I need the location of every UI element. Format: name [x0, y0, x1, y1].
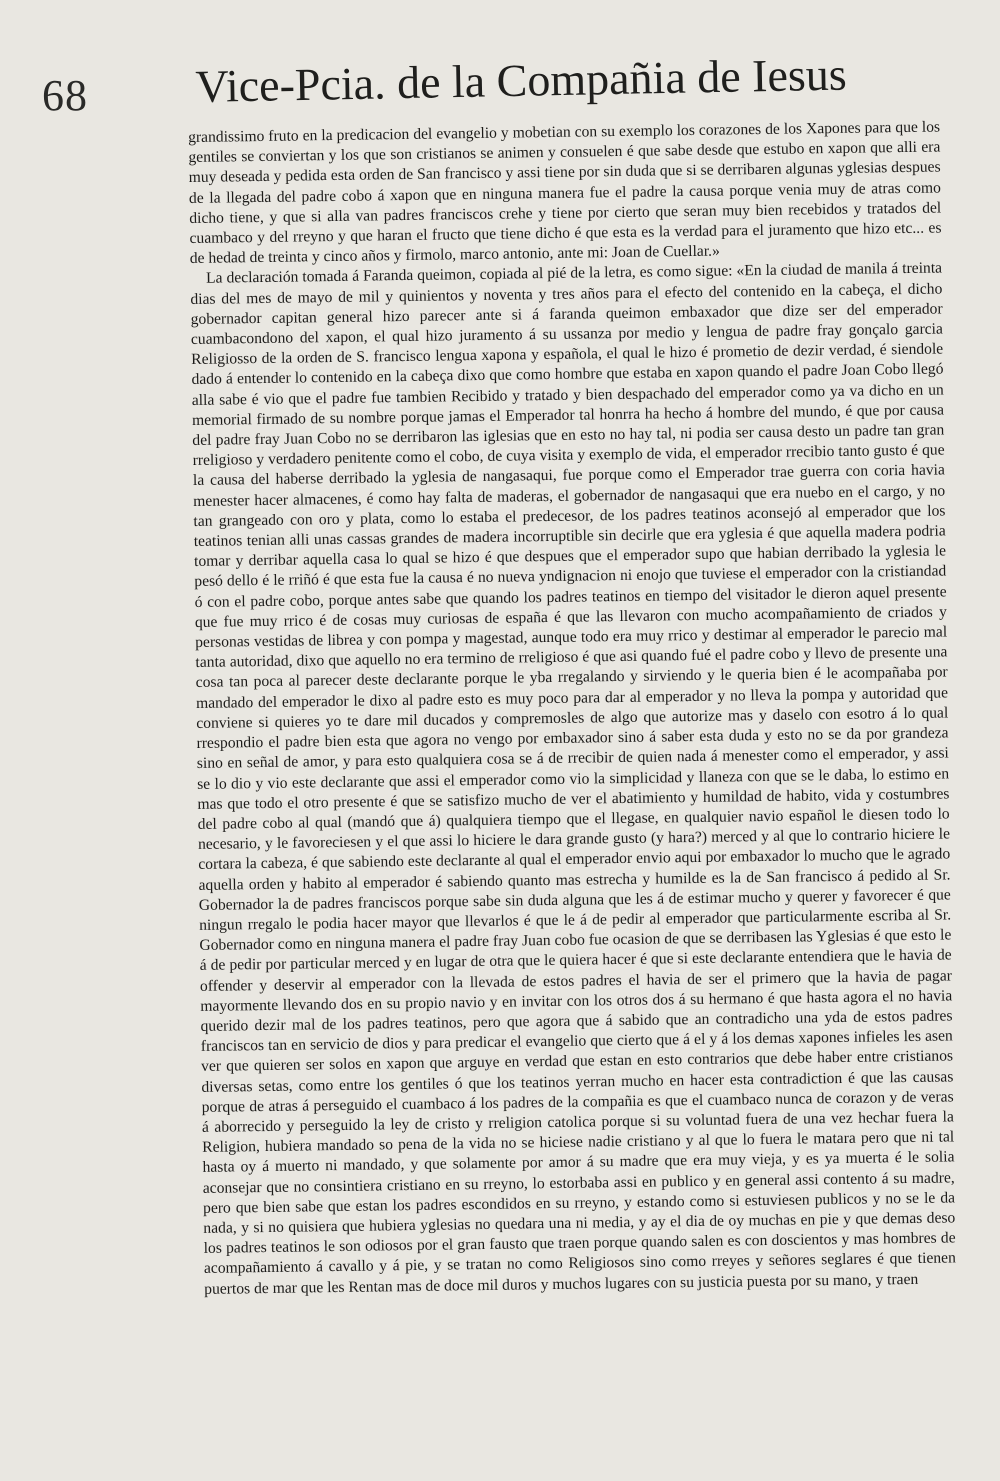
page-number: 68 — [42, 71, 88, 120]
paragraph: grandissimo fruto en la predicacion del evangelio y mobetian con su exemplo los corazones de los Xapones para que los gentiles se conviertan y los que son cristianos se animen y consuelen é que sabe desde que estubo en xapon que alli era muy deseada y pedida esta orden de San francisco y assi tiene por sin duda que si se derribaren algunas yglesias despues de la llegada del padre cobo á xapon que en ninguna manera fue el padre la causa porque venia muy de atras como dicho tiene, y que si alla van padres franciscos crehe y tiene por cierto que seran muy bien recebidos y tratados del cuambaco y del rreyno y que haran el fructo que tiene dicho é que esta es la verdad para el juramento que hizo etc... es de hedad de treinta y cinco años y firmolo, marco antonio, ante mi: Joan de Cuellar.» — [188, 118, 942, 268]
paragraph: La declaración tomada á Faranda queimon, copiada al pié de la letra, es como sigue: «En la ciudad de manila á treinta dias del mes de mayo de mil y quinientos y noventa y tres años para el efecto del contenido en la cabeça, el dicho gobernador capitan general hizo parecer ante si á faranda queimon embaxador que dize ser del emperador cuambacondono del xapon, el qual hizo juramento á su ussanza por medio y lengua de padre fray gonçalo garcia Religiosso de la orden de S. francisco lengua xapona y española, el qual le hizo é prometio de dezir verdad, é siendole dado á entender lo contenido en la cabeça dixo que como hombre que estaba en xapon quando el padre Joan Cobo llegó alla sabe é vio que el padre fue tambien Recibido y tratado y bien despachado del emperador como ya va dicho en un memorial firmado de su nombre porque jamas el Emperador tal honrra ha hecho á hombre del mundo, é que por causa del padre fray Juan Cobo no se derribaron las iglesias que en esto no hay tal, ni podia ser causa desto un padre tan gran rreligioso y verdadero penitente como el cobo, de cuya visita y exemplo de vida, el emperador rrecibio tanto gusto é que la causa del haberse derribado la yglesia de nangasaqui, fue porque como el Emperador trae guerra con coria havia menester hacer almacenes, é como hay falta de maderas, el gobernador de nangasaqui que era nuebo en el cargo, y no tan grangeado con oro y plata, como lo estaba el predecesor, de los padres teatinos aconsejó al emperador que los teatinos tenian alli unas cassas grandes de madera incorruptible sin decirle que era yglesia é que aquella madera podria tomar y derribar aquella casa lo qual se hizo é que despues que el emperador supo que habian derribado la yglesia le pesó dello é le rriñó é que esta fue la causa é no nueva yndignacion ni enojo que tuviese el emperador con la cristiandad ó con el padre cobo, porque antes sabe que quando los padres teatinos en tiempo del visitador le dieron aquel presente que fue muy rrico é de cosas muy curiosas de españa é que las llevaron con mucho acompañamiento de criados y personas vestidas de librea y con pompa y magestad, aunque todo era muy rrico y destimar al emperador le parecio mal tanta autoridad, dixo que aquello no era termino de rreligioso é que asi quando fué el padre cobo y llevo de presente una cosa tan poca al parecer deste declarante porque le yba rregalando y sirviendo y le queria bien é le acompañaba por mandado del emperador le dixo al padre esto es muy poco para dar al emperador y no lleva la pompa y autoridad que conviene si quieres yo te dare mil ducados y compremosles de algo que autorize mas y daselo con esotro á lo qual rrespondio el padre bien esta que agora no vengo por embaxador sino á saber esta duda y esto no se da por grandeza sino en señal de amor, y para esto qualquiera cosa se á de rrecibir de quien nada á menester como el emperador, y assi se lo dio y vio este declarante que assi el emperador como vio la simplicidad y llaneza con que se le daba, lo estimo en mas que todo el otro presente é que se satisfizo mucho de ver el abatimiento y humildad de habito, vida y costumbres del padre cobo al qual (mandó que á) qualquiera tiempo que el llegase, en qualquier navio español le diesen todo lo necesario, y le favoreciesen y el que assi lo hiciere le dara grande gusto (y hara?) merced y al que lo contrario hiciere le cortara la cabeza, é que sabiendo este declarante al qual el emperador envio aqui por embaxador lo mucho que le agrado aquella orden y habito al emperador é sabiendo quanto mas estrecha y humilde es la de San francisco á pedido al Sr. Gobernador la de padres franciscos porque sabe sin duda alguna que les á de estimar mucho y querer y favorecer é que ningun rregalo le podia hacer mayor que llevarlos é que le á de pedir al emperador que particularmente escriba al Sr. Gobernador como en ninguna manera el padre fray Juan cobo fue ocasion de que se derribasen las Yglesias é que esto le á de pedir por particular merced y en lugar de otra que le quiera hacer é que si este declarante entendiera que le havia de offender y deservir al emperador con la llevada de estos padres el havia de ser el primero que la havia de pagar mayormente llevando dos en su propio navio y en invitar con los otros dos á su hermano é que hasta agora el no havia querido dezir mal de los padres teatinos, pero que agora que á sabido que an contradicho una yda de estos padres franciscos tan en servicio de dios y para predicar el evangelio que cierto que á el y á los demas xapones infieles les asen ver que quieren ser solos en xapon que arguye en verdad que estan en esto contrarios que debe haber entre cristianos diversas setas, como entre los gentiles ó que los teatinos yerran mucho en hacer esta contradiction é que las causas porque de atras á perseguido el cuambaco á los padres de la compañia es que el cuambaco nunca de corazon y de veras á aborrecido y perseguido la ley de cristo y rreligion catolica porque si su voluntad fuera de una vez hechar fuera la Religion, hubiera mandado so pena de la vida no se hiciese nadie cristiano y al que lo fuera le matara pero que ni tal hasta oy á muerto ni mandado, y que solamente por amor á su madre que era muy vieja, y es ya muerta é le solia aconsejar que no consintiera cristiano en su rreyno, lo estorbaba assi en publico y en general assi contento á su madre, pero que bien sabe que estan los padres escondidos en su rreyno, y estando como si estuviesen publicos y no se le da nada, y si no quisiera que hubiera yglesias no quedara una ni media, y ay el dia de oy muchas en pie y que demas deso los padres teatinos le son odiosos por el gran fausto que traen porque quando salen es con doscientos y mas hombres de acompañamiento á cavallo y á pie, y se tratan no como Religiosos sino como rreyes y señores seglares é que tienen puertos de mar que les Rentan mas de doce mil duros y muchos lugares con su justicia puesta por su mano, y traen — [190, 259, 956, 1298]
running-title: Vice-Pcia. de la Compañia de Iesus — [195, 48, 848, 113]
body-text — [188, 118, 956, 1300]
